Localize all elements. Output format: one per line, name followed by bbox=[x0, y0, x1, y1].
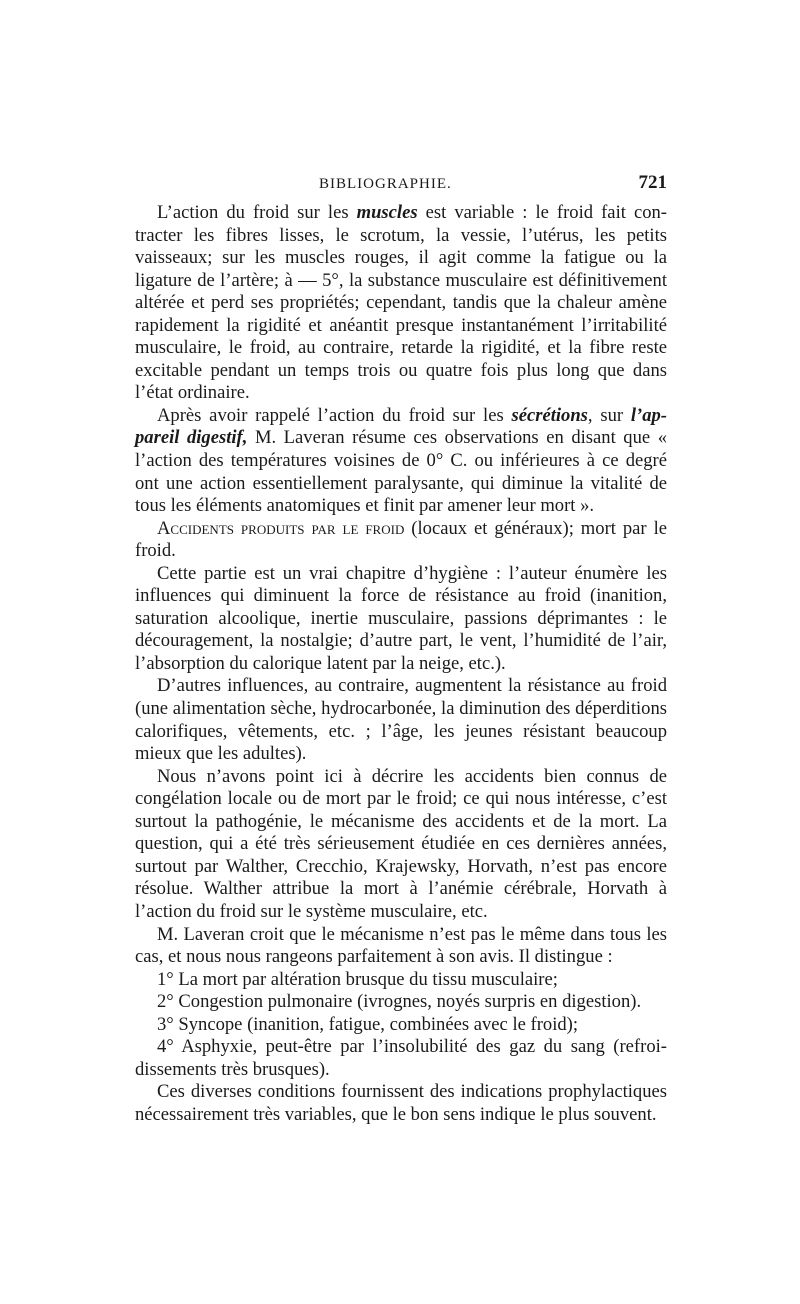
paragraph-text: L’action du froid sur les bbox=[157, 202, 357, 223]
list-item: 2° Congestion pulmonaire (ivrognes, noyés surpris en digestion). bbox=[157, 991, 642, 1013]
page-number: 721 bbox=[638, 172, 667, 193]
paragraph-pathogenie: Nous n’avons point ici à décrire les accidents bien connus de congélation locale ou de mort par le froid; ce qui nous intéresse, c’est surtout la pathogénie, le mécanisme des accidents et de la mort. La question, qui a été très sérieusement étudiée en ces dernières années, surtout par Walther, Crecchio, Krajewsky, Horvath, n’est pas encore résolue. Walther attribue la mort à l’anémie cérébrale, Horvath à l’action du froid sur le système musculaire, etc. bbox=[135, 765, 667, 922]
emphasis-muscles: muscles bbox=[356, 202, 418, 223]
paragraph-text: M. Laveran résume ces observations en disant que « l’action des températures voisines de 0° C. ou inférieures à ce degré ont une action essentiellement paralysante, qui diminue la vitalité de tous les éléments anatomiques et finit par amener leur mort ». bbox=[135, 427, 667, 517]
emphasis-appareil-digestif: l’appareil digestif, bbox=[135, 404, 667, 449]
emphasis-secretions: sécrétions bbox=[511, 404, 588, 426]
list-item: 1° La mort par altération brusque du tissu musculaire; bbox=[157, 968, 558, 990]
running-title: BIBLIOGRAPHIE. bbox=[319, 176, 452, 192]
paragraph-text: est variable : le froid fait contracter les fibres lisses, le scrotum, la vessie, l’utérus, les petits vaisseaux; sur les muscles rouges, il agit comme la fatigue ou la ligature de l’artère; à — 5°, la substance musculaire est définitivement altérée et perd ses propriétés; cependant, tandis que la chaleur amène rapidement la rigidité et anéantit presque instantanément l’irritabilité musculaire, le froid, au contraire, retarde la rigidité, et la fibre reste excitable pendant un temps trois ou quatre fois plus long que dans l’état ordinaire. bbox=[135, 202, 667, 404]
page bbox=[135, 172, 667, 1126]
paragraph-text: (locaux et généraux); mort par le froid. bbox=[135, 517, 667, 562]
paragraph-text: Après avoir rappelé l’action du froid sur les bbox=[157, 404, 512, 426]
paragraph-secretions bbox=[135, 405, 667, 518]
section-title-smallcaps: Accidents produits par le froid bbox=[157, 517, 405, 539]
list-item: 4° Asphyxie, peut-être par l’insolubilité des gaz du sang (refroidissements très brusques). bbox=[135, 1036, 667, 1080]
paragraph-hygiene: Cette partie est un vrai chapitre d’hygiène : l’auteur énumère les influences qui diminuent la force de résistance au froid (inanition, saturation alcoolique, inertie musculaire, passions déprimantes : le découragement, la nostalgie; d’autre part, le vent, l’humidité de l’air, l’absorption du calorique latent par la neige, etc.). bbox=[135, 562, 667, 674]
paragraph-muscles bbox=[135, 202, 667, 405]
paragraph-distingue: M. Laveran croit que le mécanisme n’est pas le même dans tous les cas, et nous nous rangeons parfaitement à son avis. Il distingue : bbox=[135, 923, 667, 968]
paragraph-text: , sur bbox=[587, 404, 631, 426]
body-text bbox=[135, 202, 667, 1126]
paragraph-influences: D’autres influences, au contraire, augmentent la résistance au froid (une alimentation sèche, hydrocarbonée, la diminution des déperditions calorifiques, vêtements, etc. ; l’âge, les jeunes résistant beaucoup mieux que les adultes). bbox=[135, 675, 667, 765]
running-header bbox=[135, 172, 667, 202]
section-heading-accidents bbox=[135, 518, 667, 563]
paragraph-conclusion: Ces diverses conditions fournissent des indications prophylactiques nécessairement très variables, que le bon sens indique le plus souvent. bbox=[135, 1081, 667, 1125]
list-item: 3° Syncope (inanition, fatigue, combinées avec le froid); bbox=[157, 1013, 579, 1035]
